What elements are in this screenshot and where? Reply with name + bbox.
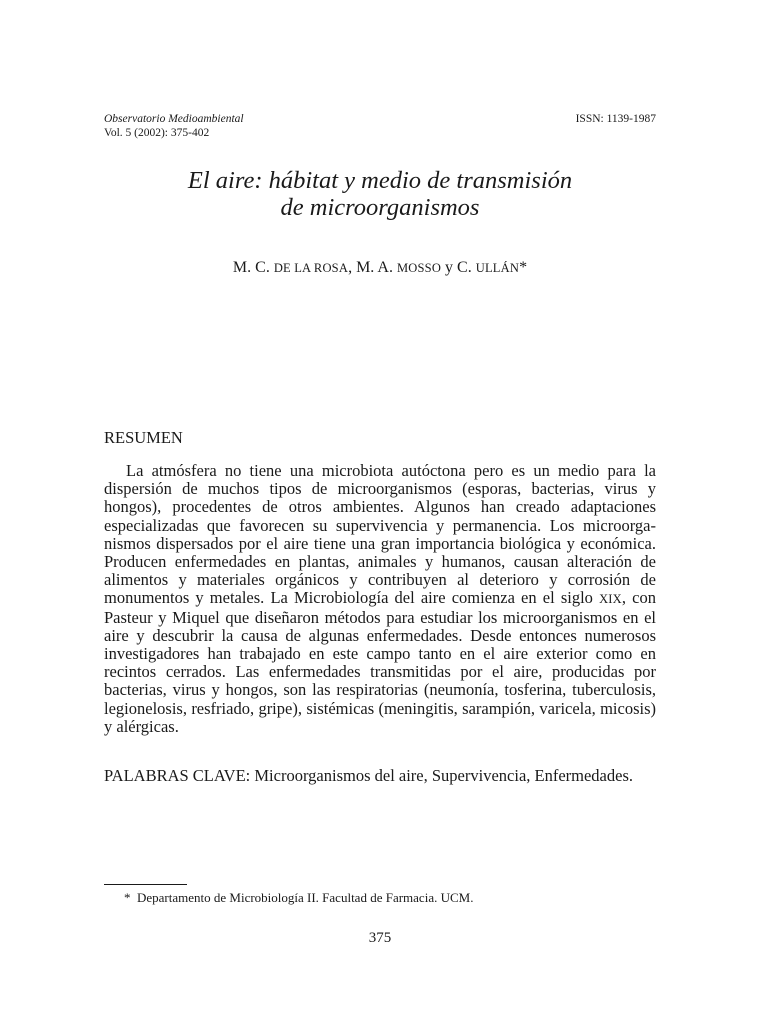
article-title [104, 167, 656, 221]
abstract-text-part-1: La atmósfera no tiene una microbiota autóctona pero es un medio para la dispersión de muchos tipos de microorganismos (esporas, bacterias, virus y hongos), procedentes de otros ambientes. Algunos han creado adaptaciones especializadas que favorecen su supervivencia y permanencia. Los microorganismos dispersados por el aire tiene una gran importancia biológica y económica. Producen enfermedades en plantas, animales y humanos, causan alteración de alimentos y materiales orgánicos y contribuyen al deterioro y corrosión de monumentos y metales. La Microbiología del aire comienza en el siglo [104, 461, 656, 608]
abstract-heading: RESUMEN [104, 428, 183, 447]
footnote-divider [104, 884, 187, 885]
keywords-text: Microorganismos del aire, Supervivencia, Enfermedades. [250, 766, 634, 785]
affiliation-mark: * [519, 259, 528, 276]
abstract-century: XIX [599, 592, 622, 607]
author-1-initials: M. C. [232, 259, 274, 276]
author-2-surname: MOSSO [396, 261, 442, 275]
page-number: 375 [368, 930, 392, 946]
author-3-surname: ULLÁN [475, 261, 520, 275]
title-line-1: El aire: hábitat y medio de transmisión [187, 167, 573, 194]
journal-volume: Vol. 5 (2002): 375-402 [104, 127, 210, 139]
journal-issn: ISSN: 1139-1987 [575, 113, 656, 125]
author-1-surname: DE LA ROSA [273, 261, 349, 275]
keywords [104, 767, 656, 785]
footnote: * Departamento de Microbiología II. Facultad de Farmacia. UCM. [124, 890, 474, 905]
keywords-label: PALABRAS CLAVE: [104, 766, 251, 785]
title-line-2: de microorganismos [280, 194, 480, 221]
author-separator-1: , M. A. [348, 259, 397, 276]
abstract-text-part-2: , con Pasteur y Miquel que diseñaron métodos para estudiar los microorganismos en el aire y descubrir la causa de algunas enfermedades. Desde entonces numerosos investigadores han trabajado en este campo tanto en el aire exterior como en recintos cerrados. Las enfermedades transmitidas por el aire, producidas por bacterias, virus y hongos, son las respiratorias (neumonía, tosferina, tuberculosis, legionelosis, resfriado, gripe), sistémicas (meningitis, sarampión, varicela, micosis) y alérgicas. [104, 588, 656, 736]
author-separator-2: y C. [441, 259, 476, 276]
abstract-body [104, 462, 656, 736]
journal-name: Observatorio Medioambiental [104, 113, 244, 125]
author-list [104, 258, 656, 278]
